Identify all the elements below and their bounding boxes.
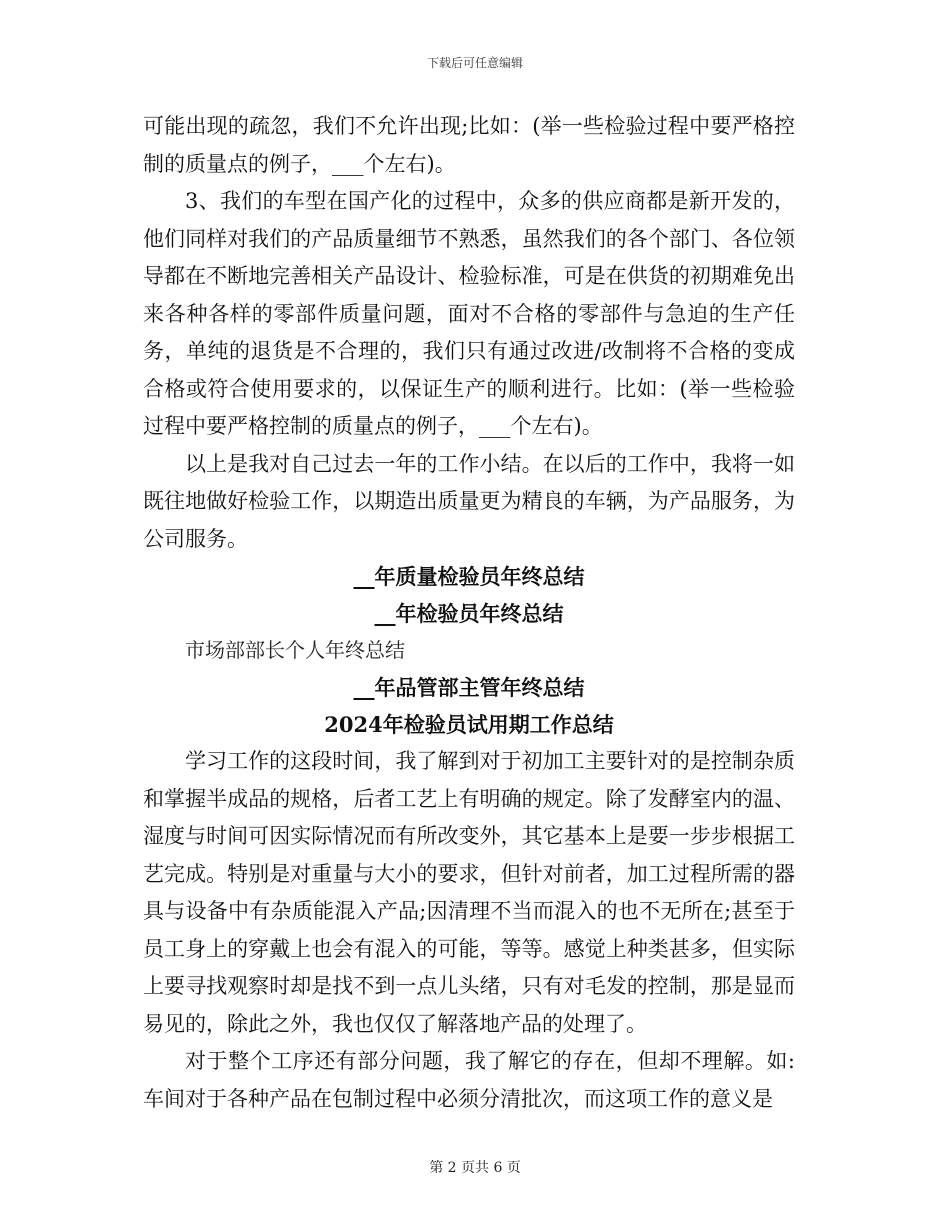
plain-heading: 市场部部长个人年终总结 [185,638,405,662]
section-title-1: __年质量检验员年终总结 [353,564,585,589]
paragraph-2: 3、我们的车型在国产化的过程中，众多的供应商都是新开发的，他们同样对我们的产品质量细节不熟悉，虽然我们的各个部门、各位领导都在不断地完善相关产品设计、检验标准，可是在供货的初期难免出来各种各样的零部件质量问题，面对不合格的零部件与急迫的生产任务，单纯的退货是不合理的，我们只有通过改进/改制将不合格的变成合格或符合使用要求的，以保证生产的顺利进行。比如：(举一些检验过程中要严格控制的质量点的例子，___个左右)。 [143,189,795,438]
page-footer: 第 2 页共 6 页 [429,1160,521,1176]
document-body [143,108,795,1118]
paragraph-1: 可能出现的疏忽，我们不允许出现;比如：(举一些检验过程中要严格控制的质量点的例子，___个左右)。 [143,114,795,176]
section-title-2: __年检验员年终总结 [374,601,564,626]
paragraph-5: 对于整个工序还有部分问题，我了解它的存在，但却不理解。如:车间对于各种产品在包制过程中必须分清批次，而这项工作的意义是 [143,1049,795,1111]
paragraph-4: 学习工作的这段时间，我了解到对于初加工主要针对的是控制杂质和掌握半成品的规格，后者工艺上有明确的规定。除了发酵室内的温、湿度与时间可因实际情况而有所改变外，其它基本上是要一步步根据工艺完成。特别是对重量与大小的要求，但针对前者，加工过程所需的器具与设备中有杂质能混入产品;因清理不当而混入的也不无所在;甚至于员工身上的穿戴上也会有混入的可能，等等。感觉上种类甚多，但实际上要寻找观察时却是找不到一点儿头绪，只有对毛发的控制，那是显而易见的，除此之外，我也仅仅了解落地产品的处理了。 [143,749,795,1036]
page-header: 下载后可任意编辑 [426,56,523,70]
section-title-4: 2024年检验员试用期工作总结 [324,712,614,737]
section-title-3: __年品管部主管年终总结 [353,675,585,700]
paragraph-3: 以上是我对自己过去一年的工作小结。在以后的工作中，我将一如既往地做好检验工作，以期造出质量更为精良的车辆，为产品服务，为公司服务。 [143,451,795,551]
